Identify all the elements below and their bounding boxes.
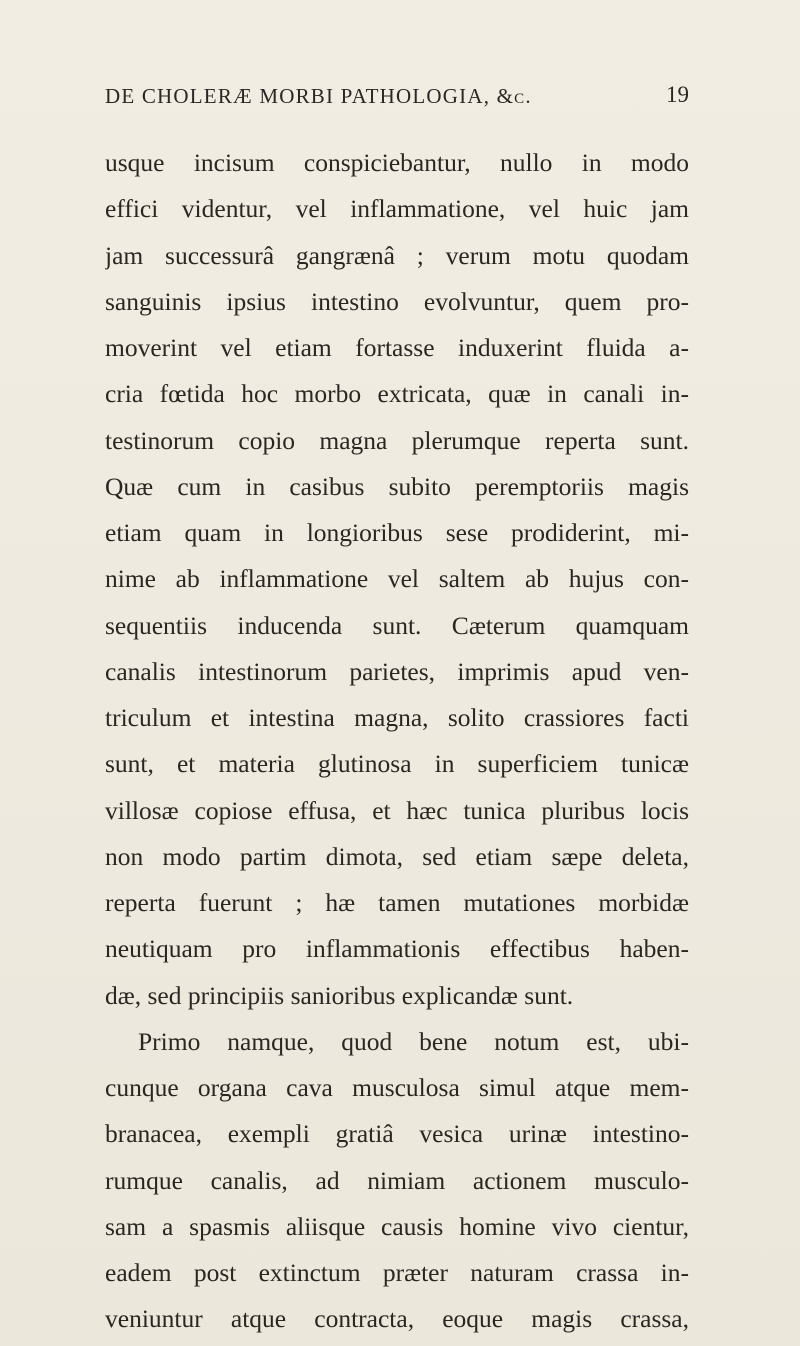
text-line: non modo partim dimota, sed etiam sæpe deleta,: [105, 841, 689, 871]
text-line: sam a spasmis aliisque causis homine vivo cientur,: [105, 1211, 689, 1241]
text-line: sequentiis inducenda sunt. Cæterum quamquam: [105, 610, 689, 640]
text-line: moverint vel etiam fortasse induxerint fluida a-: [105, 333, 689, 362]
text-line: neutiquam pro inflammationis effectibus haben-: [105, 934, 689, 964]
page-number: 19: [666, 82, 689, 107]
text-line: canalis intestinorum parietes, imprimis apud ven-: [105, 656, 689, 686]
text-line: effici videntur, vel inflammatione, vel huic jam: [105, 194, 689, 224]
running-title: DE CHOLERÆ MORBI PATHOLOGIA, &c.: [105, 84, 532, 108]
text-line: nime ab inflammatione vel saltem ab hujus con-: [105, 564, 689, 594]
text-line: jam successurâ gangrænâ ; verum motu quodam: [105, 240, 689, 270]
text-line: reperta fuerunt ; hæ tamen mutationes morbidæ: [105, 888, 689, 917]
text-line: sunt, et materia glutinosa in superficiem tunicæ: [105, 749, 689, 779]
text-line: etiam quam in longioribus sese prodiderint, mi-: [105, 518, 689, 547]
text-line: eadem post extinctum præter naturam crassa in-: [105, 1258, 689, 1287]
text-line: rumque canalis, ad nimiam actionem musculo-: [105, 1165, 689, 1195]
paragraph-end-line: dæ, sed principiis sanioribus explicandæ sunt.: [105, 980, 574, 1010]
running-head: [105, 84, 689, 118]
body-text: [105, 140, 689, 1343]
text-line: usque incisum conspiciebantur, nullo in modo: [105, 148, 689, 177]
text-line: sanguinis ipsius intestino evolvuntur, quem pro-: [105, 286, 689, 316]
text-line: triculum et intestina magna, solito crassiores facti: [105, 703, 689, 732]
text-line: veniuntur atque contracta, eoque magis crassa,: [105, 1304, 689, 1334]
text-line: Quæ cum in casibus subito peremptoriis magis: [105, 471, 689, 501]
text-line: testinorum copio magna plerumque reperta sunt.: [105, 425, 689, 455]
text-line: cunque organa cava musculosa simul atque mem-: [105, 1073, 689, 1102]
text-line: branacea, exempli gratiâ vesica urinæ intestino-: [105, 1119, 689, 1149]
paragraph-first-line: Primo namque, quod bene notum est, ubi-: [138, 1026, 689, 1056]
text-line: cria fœtida hoc morbo extricata, quæ in canali in-: [105, 379, 689, 409]
text-line: villosæ copiose effusa, et hæc tunica pluribus locis: [105, 795, 689, 825]
